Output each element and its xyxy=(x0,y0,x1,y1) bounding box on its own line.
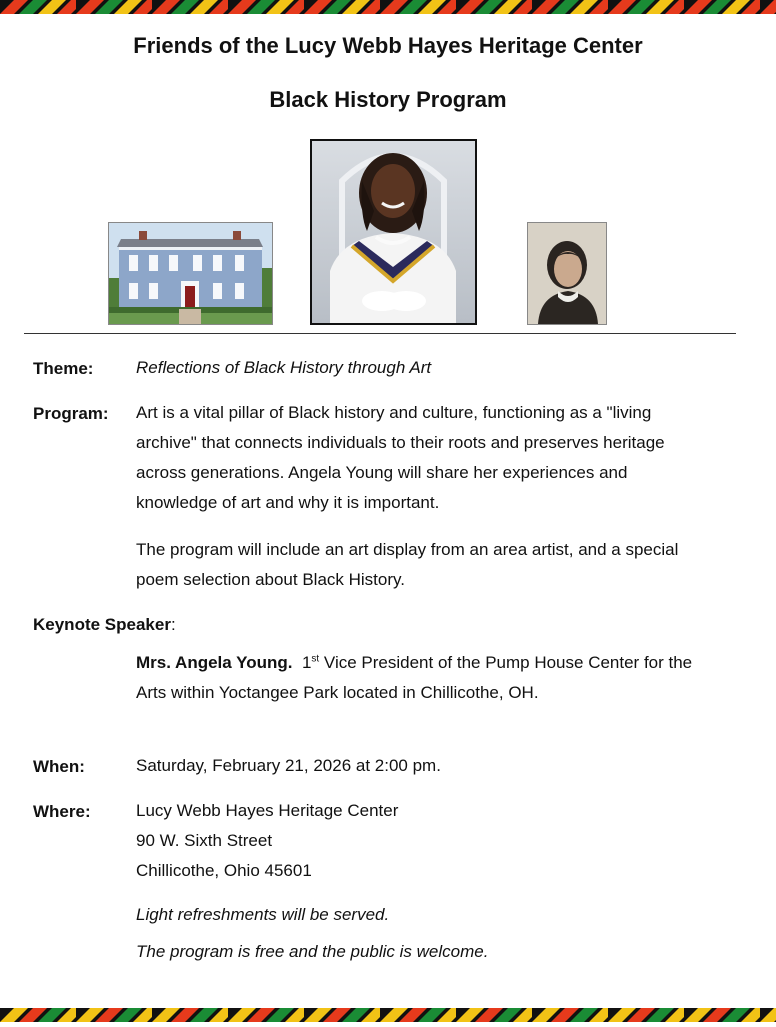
keynote-title: Vice President of the Pump House Center for the xyxy=(319,653,693,672)
keynote-label xyxy=(33,615,176,635)
theme-text: Reflections of Black History through Art xyxy=(136,358,432,377)
theme-label: Theme: xyxy=(33,359,94,378)
keynote-colon: : xyxy=(170,615,176,634)
program-line: across generations. Angela Young will share her experiences and xyxy=(136,463,628,482)
keynote-text xyxy=(136,648,692,708)
address-line: Chillicothe, Ohio 45601 xyxy=(136,861,312,880)
free-admission-note: The program is free and the public is welcome. xyxy=(136,942,489,961)
program-line: Art is a vital pillar of Black history and culture, functioning as a "living xyxy=(136,403,652,422)
keynote-label-text: Keynote Speaker xyxy=(33,615,171,634)
keynote-ordinal-suffix: st xyxy=(311,653,320,665)
keynote-ordinal: 1 xyxy=(301,653,312,672)
page-title: Friends of the Lucy Webb Hayes Heritage Center xyxy=(133,33,643,58)
keynote-speaker-name: Mrs. Angela Young. xyxy=(136,653,293,672)
when-label: When: xyxy=(33,757,85,776)
where-label: Where: xyxy=(33,802,91,821)
when-text: Saturday, February 21, 2026 at 2:00 pm. xyxy=(136,756,441,775)
program-label: Program: xyxy=(33,404,109,423)
program-line: The program will include an art display from an area artist, and a special xyxy=(136,540,679,559)
bottom-decorative-border xyxy=(0,1008,776,1022)
program-line: archive" that connects individuals to their roots and preserves heritage xyxy=(136,433,665,452)
house-photo xyxy=(108,222,273,325)
keynote-line-1 xyxy=(136,648,692,678)
program-paragraph-2 xyxy=(136,535,678,595)
top-decorative-border xyxy=(0,0,776,14)
where-address xyxy=(136,796,398,886)
keynote-line-2: Arts within Yoctangee Park located in Chillicothe, OH. xyxy=(136,683,539,702)
program-paragraph-1 xyxy=(136,398,665,518)
refreshments-note: Light refreshments will be served. xyxy=(136,905,390,924)
address-line: Lucy Webb Hayes Heritage Center xyxy=(136,801,399,820)
address-line: 90 W. Sixth Street xyxy=(136,831,273,850)
divider-line xyxy=(24,333,736,334)
page-subtitle: Black History Program xyxy=(269,87,507,112)
speaker-portrait xyxy=(310,139,477,325)
program-line: poem selection about Black History. xyxy=(136,570,405,589)
lucy-webb-hayes-portrait xyxy=(527,222,607,325)
program-line: knowledge of art and why it is important. xyxy=(136,493,440,512)
